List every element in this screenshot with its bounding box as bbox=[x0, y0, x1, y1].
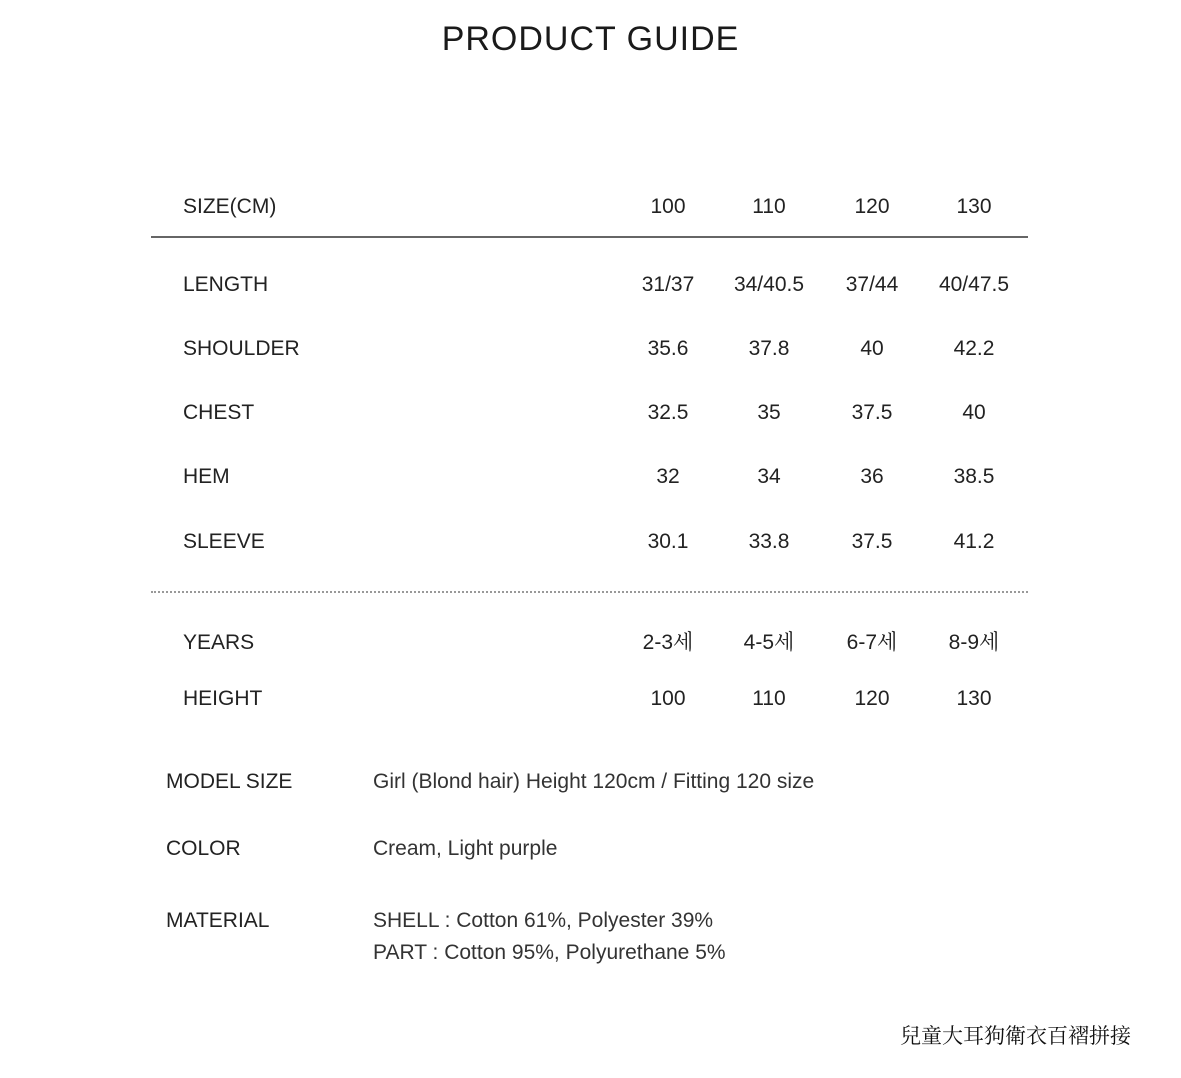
size-header-120: 120 bbox=[854, 195, 890, 218]
material-label: MATERIAL bbox=[166, 909, 270, 932]
table-cell: 38.5 bbox=[953, 465, 995, 488]
table-cell: 37.5 bbox=[851, 530, 893, 553]
section-divider bbox=[151, 591, 1028, 593]
table-cell: 100 bbox=[650, 687, 686, 710]
table-cell: 30.1 bbox=[647, 530, 689, 553]
table-cell: 41.2 bbox=[953, 530, 995, 553]
table-cell: 40 bbox=[962, 401, 986, 424]
row-label: HEM bbox=[183, 465, 230, 488]
product-caption: 兒童大耳狗衛衣百褶拼接 bbox=[900, 1024, 1131, 1048]
row-label: CHEST bbox=[183, 401, 255, 424]
size-header-110: 110 bbox=[752, 195, 786, 218]
table-cell: 42.2 bbox=[953, 337, 995, 360]
table-cell: 33.8 bbox=[748, 530, 790, 553]
material-part-value: PART : Cotton 95%, Polyurethane 5% bbox=[373, 941, 726, 964]
page-title: PRODUCT GUIDE bbox=[441, 20, 740, 58]
color-value: Cream, Light purple bbox=[373, 837, 558, 860]
row-label: SHOULDER bbox=[183, 337, 300, 360]
table-cell: 110 bbox=[752, 687, 786, 710]
size-header-100: 100 bbox=[650, 195, 686, 218]
header-divider bbox=[151, 236, 1028, 238]
table-cell: 32.5 bbox=[647, 401, 689, 424]
table-cell: 130 bbox=[956, 687, 992, 710]
model-size-value: Girl (Blond hair) Height 120cm / Fitting 120 size bbox=[373, 770, 815, 793]
table-row-years bbox=[151, 628, 1028, 658]
table-cell: 34/40.5 bbox=[733, 273, 805, 296]
table-cell: 6-7세 bbox=[846, 631, 898, 654]
table-cell: 8-9세 bbox=[948, 631, 1000, 654]
table-cell: 4-5세 bbox=[743, 631, 795, 654]
table-cell: 2-3세 bbox=[642, 631, 694, 654]
table-cell: 35.6 bbox=[647, 337, 689, 360]
table-cell: 40 bbox=[860, 337, 884, 360]
model-size-label: MODEL SIZE bbox=[166, 770, 293, 793]
table-row-height bbox=[151, 684, 1028, 714]
row-label: SLEEVE bbox=[183, 530, 265, 553]
table-row-sleeve bbox=[151, 527, 1028, 557]
table-cell: 34 bbox=[757, 465, 781, 488]
row-label: YEARS bbox=[183, 631, 255, 654]
table-row-length bbox=[151, 270, 1028, 300]
table-cell: 32 bbox=[656, 465, 680, 488]
table-cell: 31/37 bbox=[641, 273, 695, 296]
table-row-chest bbox=[151, 398, 1028, 428]
table-cell: 120 bbox=[854, 687, 890, 710]
table-cell: 40/47.5 bbox=[938, 273, 1010, 296]
size-header-130: 130 bbox=[956, 195, 992, 218]
table-cell: 37/44 bbox=[845, 273, 899, 296]
table-row-hem bbox=[151, 462, 1028, 492]
row-label: HEIGHT bbox=[183, 687, 263, 710]
size-header-row bbox=[151, 192, 1028, 222]
table-cell: 36 bbox=[860, 465, 884, 488]
row-label: LENGTH bbox=[183, 273, 269, 296]
size-header-label: SIZE(CM) bbox=[183, 195, 277, 218]
table-cell: 35 bbox=[757, 401, 781, 424]
material-shell-value: SHELL : Cotton 61%, Polyester 39% bbox=[373, 909, 714, 932]
table-cell: 37.8 bbox=[748, 337, 790, 360]
table-row-shoulder bbox=[151, 334, 1028, 364]
table-cell: 37.5 bbox=[851, 401, 893, 424]
color-label: COLOR bbox=[166, 837, 241, 860]
